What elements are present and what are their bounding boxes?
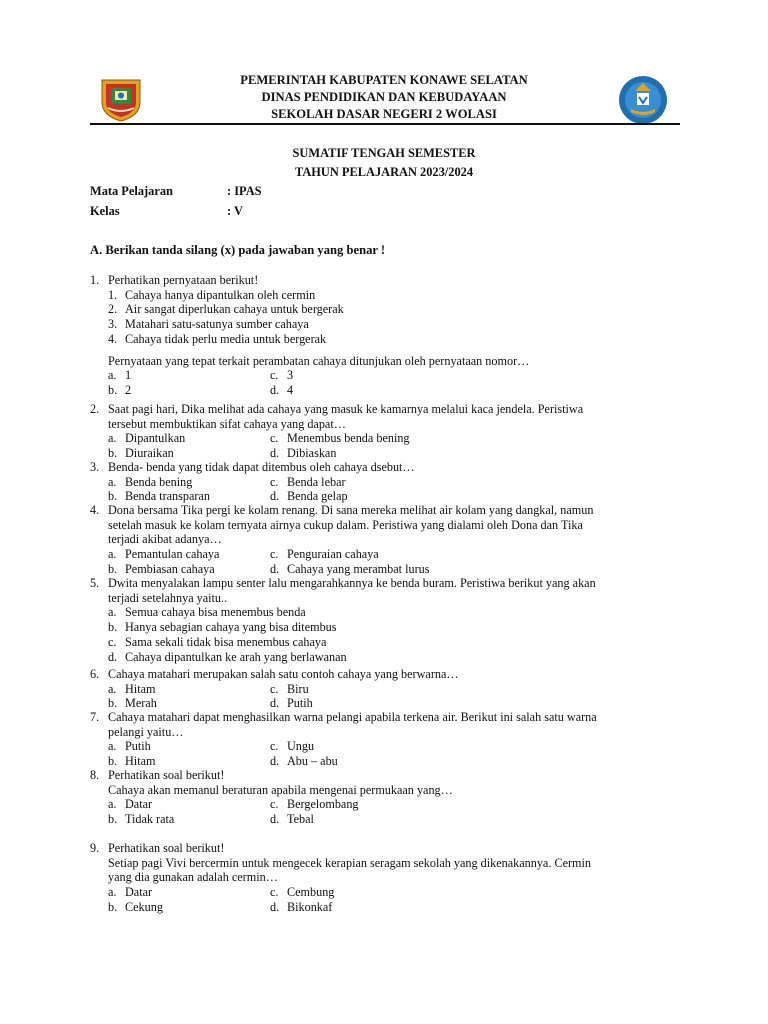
statement-item xyxy=(108,317,309,332)
option-text: Abu – abu xyxy=(287,754,338,769)
option-text: Biru xyxy=(287,681,309,696)
question-line xyxy=(90,518,690,533)
option-letter: a. xyxy=(108,547,117,562)
question-line xyxy=(90,417,690,432)
question-number: 9. xyxy=(90,841,100,855)
question-line xyxy=(90,783,690,798)
option-text: Datar xyxy=(125,885,153,900)
question-text: Perhatikan soal berikut! xyxy=(108,841,225,855)
answer-option xyxy=(270,431,410,446)
answer-option xyxy=(108,900,163,915)
question-line xyxy=(90,532,690,547)
subject-row xyxy=(90,184,262,199)
header-divider xyxy=(90,123,680,125)
option-letter: d. xyxy=(270,446,280,461)
answer-option xyxy=(270,562,429,577)
option-letter: b. xyxy=(108,899,118,914)
question-text: terjadi akibat adanya… xyxy=(108,532,222,547)
question-number: 3. xyxy=(90,460,100,474)
question-number: 2. xyxy=(90,402,100,416)
option-letter: b. xyxy=(108,620,118,635)
subject-label: Mata Pelajaran xyxy=(90,184,173,198)
answer-option xyxy=(108,885,152,900)
option-letter: d. xyxy=(270,812,280,827)
question-number: 1. xyxy=(90,273,100,287)
option-letter: c. xyxy=(270,797,279,812)
option-letter: d. xyxy=(270,561,280,576)
question-text: yang dia gunakan adalah cermin… xyxy=(108,870,278,885)
question-text: Cahaya matahari merupakan salah satu contoh cahaya yang berwarna… xyxy=(108,667,459,681)
question-line xyxy=(90,725,690,740)
option-text: Cahaya yang merambat lurus xyxy=(287,561,430,576)
option-letter: b. xyxy=(108,382,118,397)
statement-item xyxy=(108,288,315,303)
option-letter: b. xyxy=(108,489,118,504)
question-text: Cahaya matahari dapat menghasilkan warna pelangi apabila terkena air. Berikut ini salah satu warna xyxy=(108,710,597,724)
question-line xyxy=(90,768,690,783)
answer-option xyxy=(108,635,326,650)
option-text: Menembus benda bening xyxy=(287,431,410,446)
answer-option xyxy=(270,368,293,383)
answer-option xyxy=(108,754,155,769)
option-text: Hanya sebagian cahaya yang bisa ditembus xyxy=(125,620,337,635)
question-number: 7. xyxy=(90,710,100,724)
question-text: setelah masuk ke kolam ternyata airnya cukup dalam. Peristiwa yang dialami oleh Dona dan Tika xyxy=(108,517,583,532)
answer-option xyxy=(108,431,185,446)
option-text: Penguraian cahaya xyxy=(287,547,379,562)
option-letter: a. xyxy=(108,474,117,489)
answer-option xyxy=(270,475,346,490)
header-school: SEKOLAH DASAR NEGERI 2 WOLASI xyxy=(271,107,497,121)
option-text: Merah xyxy=(125,696,157,711)
answer-option xyxy=(270,812,314,827)
option-letter: a. xyxy=(108,885,117,900)
question-line xyxy=(90,503,690,518)
answer-option xyxy=(108,368,131,383)
question-text: Dwita menyalakan lampu senter lalu mengarahkannya ke benda buram. Peristiwa berikut yang akan xyxy=(108,576,596,590)
option-letter: a. xyxy=(108,739,117,754)
option-letter: c. xyxy=(270,739,279,754)
question-text: tersebut membuktikan sifat cahaya yang dapat… xyxy=(108,416,346,431)
question-text: Cahaya akan memanul beraturan apabila mengenai permukaan yang… xyxy=(108,782,453,797)
option-letter: c. xyxy=(270,885,279,900)
answer-option xyxy=(270,682,309,697)
instruction: A. Berikan tanda silang (x) pada jawaban yang benar ! xyxy=(90,243,386,257)
option-letter: d. xyxy=(270,696,280,711)
option-letter: a. xyxy=(108,431,117,446)
class-value: : V xyxy=(227,204,243,218)
option-letter: a. xyxy=(108,605,117,620)
answer-option xyxy=(270,739,314,754)
answer-option xyxy=(108,562,215,577)
question-text: Setiap pagi Vivi bercermin untuk mengecek kerapian seragam sekolah yang dikenakannya. Cermin xyxy=(108,855,591,870)
question-number: 6. xyxy=(90,667,100,681)
answer-option xyxy=(108,620,337,635)
option-text: Pemantulan cahaya xyxy=(125,547,220,562)
option-letter: c. xyxy=(270,681,279,696)
option-text: Dibiaskan xyxy=(287,446,337,461)
statement-number: 2. xyxy=(108,302,118,317)
answer-option xyxy=(108,812,174,827)
answer-option xyxy=(270,885,334,900)
question-line xyxy=(90,460,690,475)
option-text: Benda transparan xyxy=(125,489,210,504)
answer-option xyxy=(108,797,152,812)
option-text: Diuraikan xyxy=(125,446,174,461)
subject-value: : IPAS xyxy=(227,184,262,198)
statement-text: Cahaya tidak perlu media untuk bergerak xyxy=(125,331,327,346)
option-letter: b. xyxy=(108,561,118,576)
option-text: 3 xyxy=(287,368,294,383)
question-line xyxy=(90,856,690,871)
question-number: 4. xyxy=(90,503,100,517)
statement-number: 3. xyxy=(108,317,118,332)
answer-option xyxy=(270,900,332,915)
option-letter: d. xyxy=(270,489,280,504)
option-letter: d. xyxy=(270,899,280,914)
answer-option xyxy=(270,547,379,562)
question-text: Perhatikan soal berikut! xyxy=(108,768,225,782)
answer-option xyxy=(108,682,155,697)
option-text: Dipantulkan xyxy=(125,431,186,446)
question-text: Benda- benda yang tidak dapat ditembus oleh cahaya dsebut… xyxy=(108,460,415,474)
option-text: 2 xyxy=(125,382,132,397)
question-number: 8. xyxy=(90,768,100,782)
option-letter: c. xyxy=(270,368,279,383)
answer-option xyxy=(108,650,347,665)
option-text: Ungu xyxy=(287,739,315,754)
answer-option xyxy=(108,446,174,461)
statement-text: Matahari satu-satunya sumber cahaya xyxy=(125,317,309,332)
class-row xyxy=(90,204,243,219)
option-letter: c. xyxy=(270,431,279,446)
question-text: Dona bersama Tika pergi ke kolam renang. Di sana mereka melihat air kolam yang dangkal, namun xyxy=(108,503,594,517)
answer-option xyxy=(108,383,131,398)
option-text: Cekung xyxy=(125,899,163,914)
statement-number: 4. xyxy=(108,331,118,346)
school-year: TAHUN PELAJARAN 2023/2024 xyxy=(294,165,474,179)
question-line xyxy=(90,870,690,885)
option-text: Sama sekali tidak bisa menembus cahaya xyxy=(125,634,327,649)
option-letter: b. xyxy=(108,446,118,461)
option-text: 1 xyxy=(125,368,132,383)
answer-option xyxy=(270,446,336,461)
header-government: PEMERINTAH KABUPATEN KONAWE SELATAN xyxy=(240,73,528,87)
option-text: Bergelombang xyxy=(287,797,359,812)
option-text: Hitam xyxy=(125,681,156,696)
option-text: Benda lebar xyxy=(287,474,346,489)
answer-option xyxy=(270,754,338,769)
question-line xyxy=(90,667,690,682)
question-text: terjadi setelahnya yaitu.. xyxy=(108,590,228,605)
question-text: Saat pagi hari, Dika melihat ada cahaya yang masuk ke kamarnya melalui kaca jendela. Peristiwa xyxy=(108,402,584,416)
option-text: Cahaya dipantulkan ke arah yang berlawanan xyxy=(125,649,347,664)
question-line xyxy=(90,591,690,606)
statement-text: Air sangat diperlukan cahaya untuk bergerak xyxy=(125,302,344,317)
option-letter: a. xyxy=(108,797,117,812)
question-prompt: Pernyataan yang tepat terkait perambatan cahaya ditunjukan oleh pernyataan nomor… xyxy=(108,353,530,368)
header-department: DINAS PENDIDIKAN DAN KEBUDAYAAN xyxy=(261,90,507,104)
option-letter: b. xyxy=(108,754,118,769)
question-line xyxy=(90,710,690,725)
option-text: Tidak rata xyxy=(125,812,175,827)
exam-title: SUMATIF TENGAH SEMESTER xyxy=(292,146,476,160)
question-line xyxy=(90,841,690,856)
question-text: pelangi yaitu… xyxy=(108,724,184,739)
question-number: 5. xyxy=(90,576,100,590)
option-letter: a. xyxy=(108,368,117,383)
answer-option xyxy=(108,547,219,562)
option-letter: d. xyxy=(270,382,280,397)
answer-option xyxy=(108,605,306,620)
option-letter: c. xyxy=(108,634,117,649)
answer-option xyxy=(270,383,293,398)
statement-text: Cahaya hanya dipantulkan oleh cermin xyxy=(125,287,316,302)
option-text: Putih xyxy=(125,739,151,754)
statement-item xyxy=(108,332,326,347)
question-text: Perhatikan pernyataan berikut! xyxy=(108,273,259,287)
question-line xyxy=(90,576,690,591)
option-letter: d. xyxy=(270,754,280,769)
option-text: Tebal xyxy=(287,812,314,827)
option-letter: b. xyxy=(108,812,118,827)
answer-option xyxy=(108,739,151,754)
option-letter: c. xyxy=(270,547,279,562)
option-text: Semua cahaya bisa menembus benda xyxy=(125,605,306,620)
option-text: Putih xyxy=(287,696,313,711)
option-letter: d. xyxy=(108,649,118,664)
option-text: Benda bening xyxy=(125,474,193,489)
option-text: Benda gelap xyxy=(287,489,348,504)
statement-item xyxy=(108,302,344,317)
option-text: Pembiasan cahaya xyxy=(125,561,215,576)
statement-number: 1. xyxy=(108,287,118,302)
question-line xyxy=(90,402,690,417)
option-text: Datar xyxy=(125,797,153,812)
option-text: Cembung xyxy=(287,885,335,900)
answer-option xyxy=(108,475,192,490)
option-text: 4 xyxy=(287,382,294,397)
option-letter: b. xyxy=(108,696,118,711)
option-text: Bikonkaf xyxy=(287,899,333,914)
option-text: Hitam xyxy=(125,754,156,769)
class-label: Kelas xyxy=(90,204,120,218)
question-line xyxy=(90,273,690,288)
answer-option xyxy=(270,797,359,812)
option-letter: c. xyxy=(270,474,279,489)
option-letter: a. xyxy=(108,681,117,696)
